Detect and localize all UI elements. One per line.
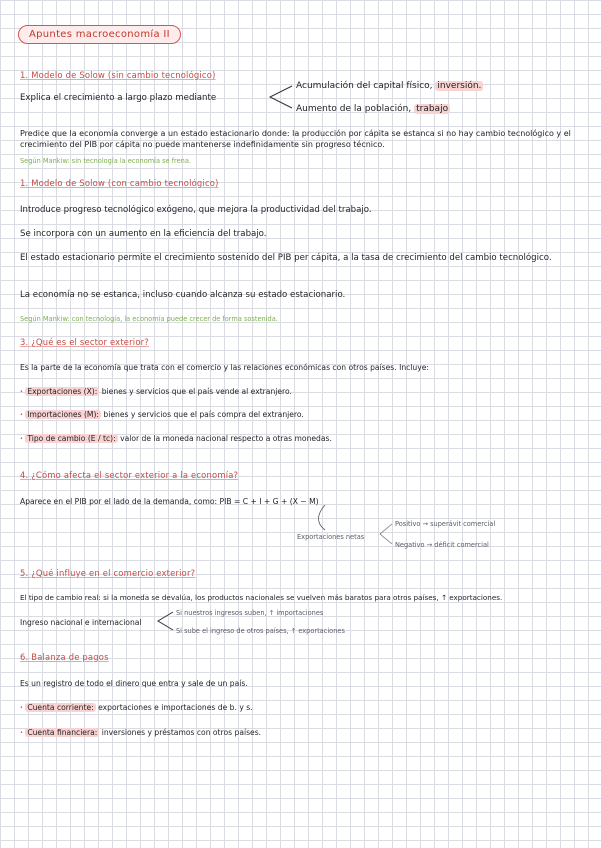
section-1-heading: 1. Modelo de Solow (sin cambio tecnológico) bbox=[20, 70, 216, 80]
s1-intro: Explica el crecimiento a largo plazo mediante bbox=[20, 93, 217, 103]
s5-line-1: El tipo de cambio real: si la moneda se devalúa, los productos nacionales se vuelven más baratos para otros países, ↑ exportaciones. bbox=[20, 593, 503, 602]
s5-outcome-2: Si sube el ingreso de otros países, ↑ exportaciones bbox=[176, 627, 345, 635]
s5-outcome-1: Si nuestros ingresos suben, ↑ importaciones bbox=[176, 609, 324, 617]
s1-branch-2-highlight: trabajo bbox=[416, 104, 449, 114]
section-6-heading: 6. Balanza de pagos bbox=[20, 652, 109, 662]
s3-bullet-1-text: bienes y servicios que el país vende al extranjero. bbox=[101, 387, 292, 396]
s2-note: Según Mankiw: con tecnología, la economía puede crecer de forma sostenida. bbox=[20, 315, 278, 323]
s1-note: Según Mankiw: sin tecnología la economía se frena. bbox=[20, 157, 191, 165]
s1-branch-1-text: Acumulación del capital físico, bbox=[296, 81, 436, 91]
bullet-icon: · bbox=[20, 434, 23, 443]
bullet-icon: · bbox=[20, 728, 23, 737]
s6-bullet-2-text: inversiones y préstamos con otros países. bbox=[101, 728, 262, 737]
s4-node: Exportaciones netas bbox=[297, 533, 365, 541]
s2-line-1: Introduce progreso tecnológico exógeno, que mejora la productividad del trabajo. bbox=[20, 205, 372, 215]
s2-line-3: El estado estacionario permite el crecimiento sostenido del PIB per cápita, a la tasa de crecimiento del cambio tecnológico. bbox=[20, 253, 552, 263]
s3-bullet-2-text: bienes y servicios que el país compra del extranjero. bbox=[103, 410, 304, 419]
bullet-icon: · bbox=[20, 387, 23, 396]
section-4-heading: 4. ¿Cómo afecta el sector exterior a la economía? bbox=[20, 470, 239, 480]
s1-branch-2-text: Aumento de la población, bbox=[296, 104, 415, 114]
s2-line-4: La economía no se estanca, incluso cuando alcanza su estado estacionario. bbox=[20, 290, 346, 300]
section-3-heading: 3. ¿Qué es el sector exterior? bbox=[20, 337, 149, 347]
s3-bullet-2-label: Importaciones (M): bbox=[27, 410, 99, 419]
bullet-icon: · bbox=[20, 410, 23, 419]
s5-line-2: Ingreso nacional e internacional bbox=[20, 618, 142, 627]
s6-intro: Es un registro de todo el dinero que entra y sale de un país. bbox=[20, 679, 248, 688]
s1-bracket-icon bbox=[270, 86, 292, 108]
bullet-icon: · bbox=[20, 703, 23, 712]
s3-bullet-3-text: valor de la moneda nacional respecto a otras monedas. bbox=[120, 434, 332, 443]
s4-bracket-icon bbox=[380, 524, 392, 544]
s1-branch-1-highlight: inversión. bbox=[437, 81, 482, 91]
s6-bullet-1-text: exportaciones e importaciones de b. y s. bbox=[98, 703, 253, 712]
s4-text: Aparece en el PIB por el lado de la demanda, como: PIB = C + I + G + (X − M) bbox=[20, 497, 319, 506]
s1-paragraph: Predice que la economía converge a un estado estacionario donde: la producción por cápita se estanca si no hay cambio tecnológico y el crecimiento del PIB por cápita no puede mantenerse indefinidamente sin progreso técnico. bbox=[20, 129, 571, 149]
s4-outcome-2: Negativo → déficit comercial bbox=[395, 541, 489, 549]
s3-bullet-1-label: Exportaciones (X): bbox=[27, 387, 98, 396]
s6-bullet-1-label: Cuenta corriente: bbox=[27, 703, 94, 712]
section-5-heading: 5. ¿Qué influye en el comercio exterior? bbox=[20, 568, 196, 578]
s6-bullet-2-label: Cuenta financiera: bbox=[27, 728, 98, 737]
s4-outcome-1: Positivo → superávit comercial bbox=[395, 520, 496, 528]
s4-arrow-icon bbox=[319, 505, 326, 530]
section-2-heading: 1. Modelo de Solow (con cambio tecnológico) bbox=[20, 178, 219, 188]
s5-bracket-icon bbox=[158, 612, 173, 630]
s3-bullet-3-label: Tipo de cambio (E / tc): bbox=[27, 434, 116, 443]
s3-intro: Es la parte de la economía que trata con el comercio y las relaciones económicas con otros países. Incluye: bbox=[20, 363, 429, 372]
s2-line-2: Se incorpora con un aumento en la eficiencia del trabajo. bbox=[20, 229, 267, 239]
page-title: Apuntes macroeconomía II bbox=[18, 25, 181, 44]
